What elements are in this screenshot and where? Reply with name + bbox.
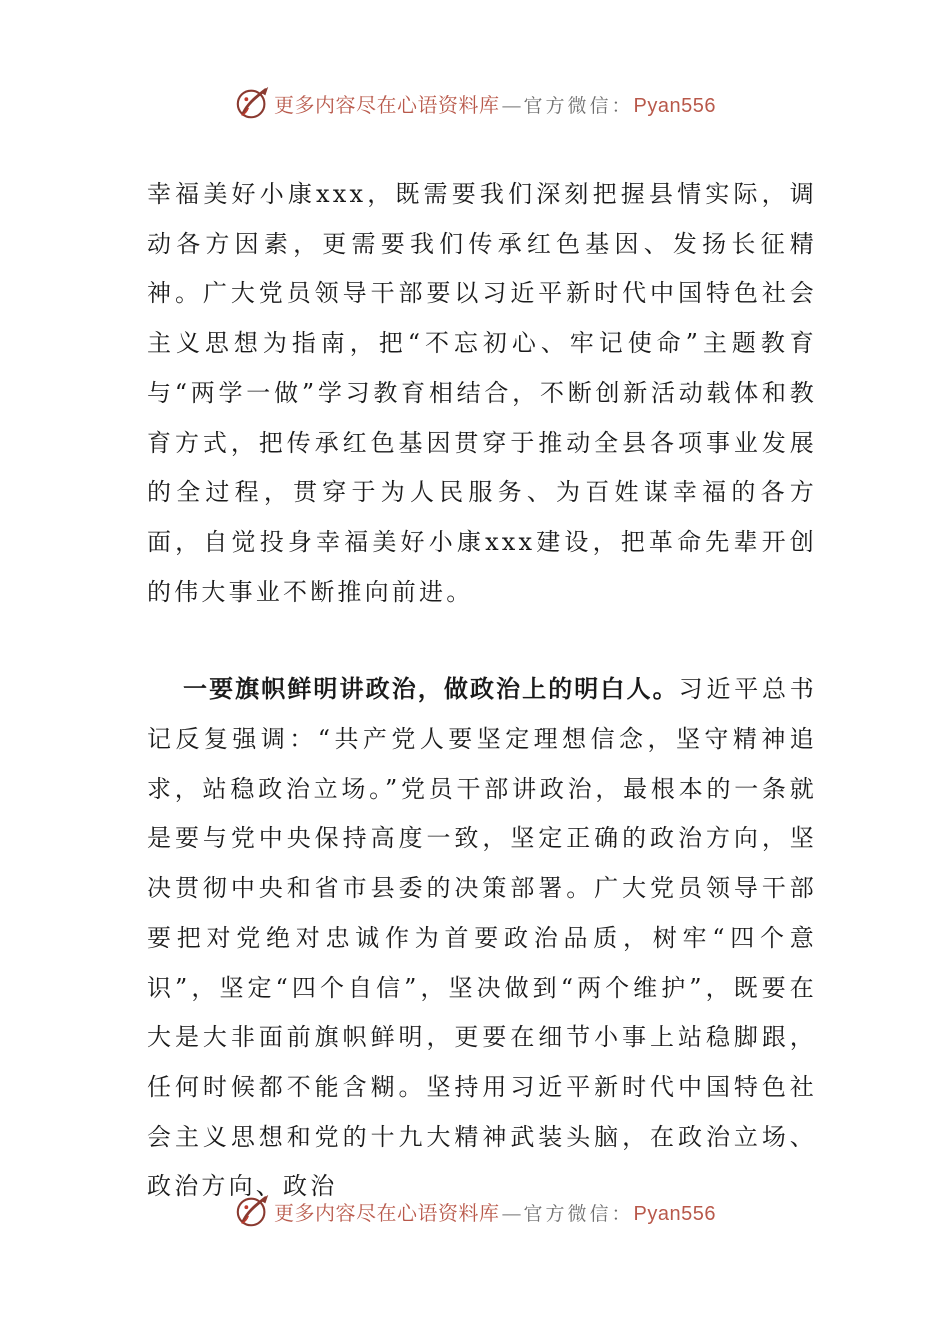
paragraph-1: 幸福美好小康xxx，既需要我们深刻把握县情实际，调动各方因素，更需要我们传承红色基因、发扬长征精神。广大党员领导干部要以习近平新时代中国特色社会主义思想为指南，把“不忘初心、牢记使命”主题教育与“两学一做”学习教育相结合，不断创新活动载体和教育方式，把传承红色基因贯穿于推动全县各项事业发展的全过程，贯穿于为人民服务、为百姓谋幸福的各方面，自觉投身幸福美好小康xxx建设，把革命先辈开创的伟大事业不断推向前进。 <box>147 180 817 606</box>
fountain-pen-logo-icon <box>234 84 272 122</box>
footer-banner-main: 更多内容尽在心语资料库 <box>274 1200 500 1225</box>
header-wechat-id: Pyan556 <box>633 94 716 117</box>
header-banner-text <box>274 89 716 118</box>
paragraph-2-rest: 习近平总书记反复强调：“共产党人要坚定理想信念，坚守精神追求，站稳政治立场。”党员干部讲政治，最根本的一条就是要与党中央保持高度一致，坚定正确的政治方向，坚决贯彻中央和省市县委的决策部署。广大党员领导干部要把对党绝对忠诚作为首要政治品质，树牢“四个意识”，坚定“四个自信”，坚决做到“两个维护”，既要在大是大非面前旗帜鲜明，更要在细节小事上站稳脚跟，任何时候都不能含糊。坚持用习近平新时代中国特色社会主义思想和党的十九大精神武装头脑，在政治立场、政治方向、政治 <box>147 675 818 1201</box>
paragraph-2-lead: 一要旗帜鲜明讲政治，做政治上的明白人。 <box>183 675 679 704</box>
document-body <box>147 170 817 1212</box>
header-banner-main: 更多内容尽在心语资料库 <box>274 92 500 117</box>
header-banner <box>0 80 950 126</box>
header-wechat-label: 官方微信： <box>523 94 634 117</box>
footer-wechat-id: Pyan556 <box>633 1202 716 1225</box>
footer-banner <box>0 1188 950 1234</box>
header-banner-dash: — <box>501 92 522 117</box>
footer-banner-text <box>274 1197 716 1226</box>
paragraph-2 <box>147 665 817 1212</box>
footer-wechat-label: 官方微信： <box>523 1202 634 1225</box>
fountain-pen-logo-icon <box>234 1192 272 1230</box>
footer-banner-dash: — <box>501 1200 522 1225</box>
